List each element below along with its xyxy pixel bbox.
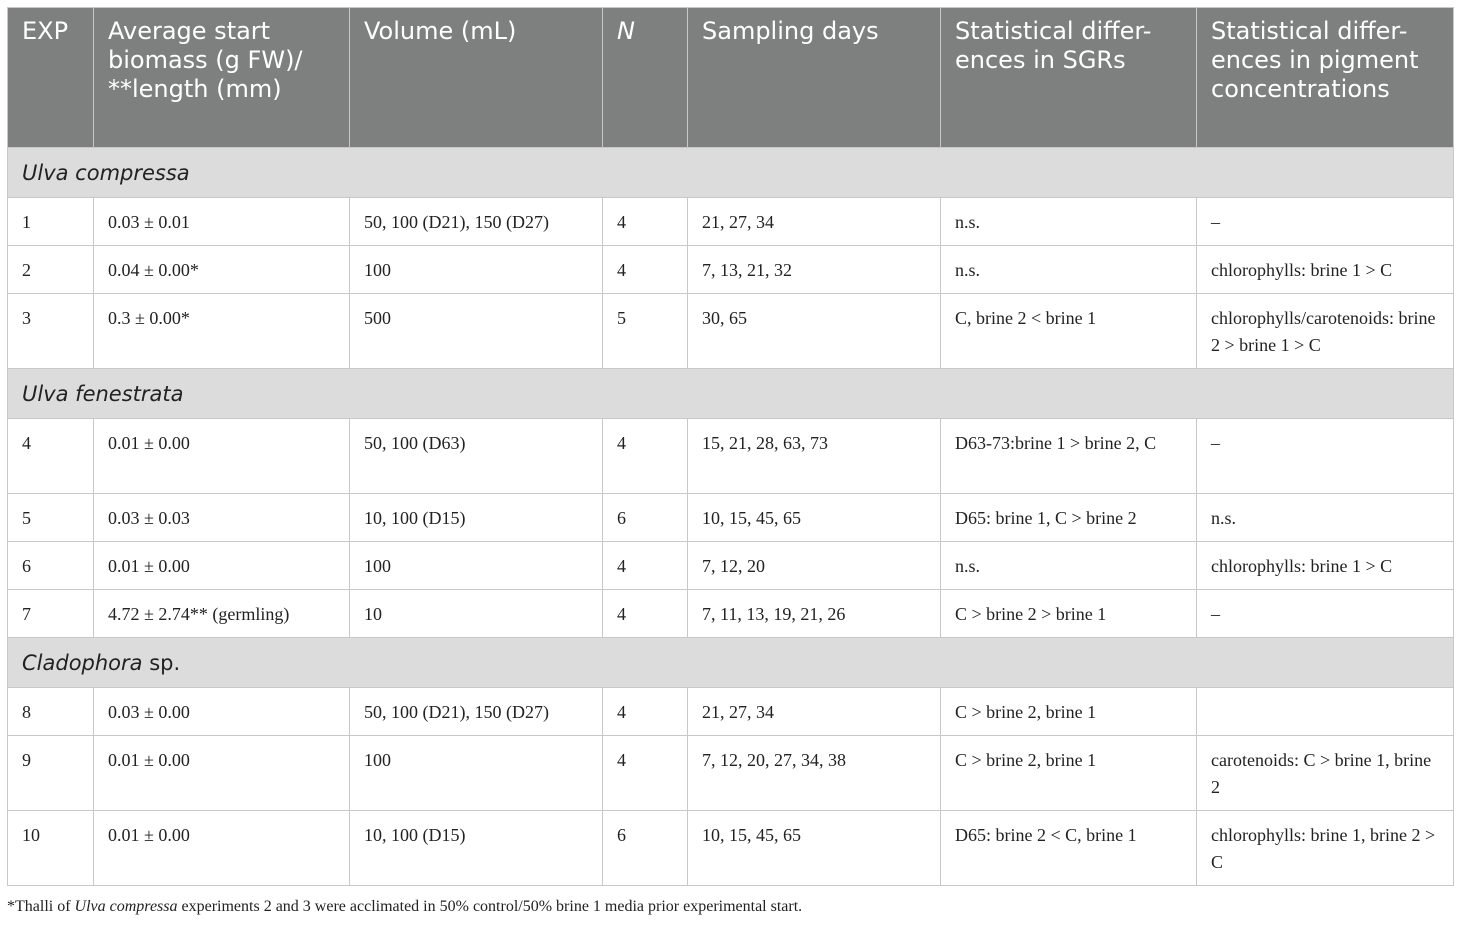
table-cell: 0.03 ± 0.03 — [94, 494, 350, 542]
table-cell: 0.03 ± 0.01 — [94, 198, 350, 246]
table-cell: 9 — [8, 736, 94, 811]
table-cell: 4 — [603, 688, 688, 736]
header-pigment-differences: Statistical differ-ences in pigment concentrations — [1197, 8, 1454, 148]
header-volume: Volume (mL) — [350, 8, 603, 148]
table-cell: C > brine 2, brine 1 — [941, 688, 1197, 736]
table-cell: 100 — [350, 736, 603, 811]
table-cell: n.s. — [941, 198, 1197, 246]
table-cell: 100 — [350, 542, 603, 590]
species-group-row — [8, 148, 1454, 198]
table-cell: chlorophylls: brine 1 > C — [1197, 246, 1454, 294]
table-cell: 6 — [603, 811, 688, 886]
table-cell: 50, 100 (D21), 150 (D27) — [350, 688, 603, 736]
table-cell: D65: brine 2 < C, brine 1 — [941, 811, 1197, 886]
table-row — [8, 419, 1454, 494]
table-cell: 7, 13, 21, 32 — [688, 246, 941, 294]
table-cell: 15, 21, 28, 63, 73 — [688, 419, 941, 494]
table-cell: – — [1197, 590, 1454, 638]
table-cell: 5 — [603, 294, 688, 369]
header-average-start-biomass: Average start biomass (g FW)/ **length (mm) — [94, 8, 350, 148]
table-cell: 3 — [8, 294, 94, 369]
table-cell: n.s. — [941, 542, 1197, 590]
table-cell: 21, 27, 34 — [688, 198, 941, 246]
table-cell: 1 — [8, 198, 94, 246]
header-row — [8, 8, 1454, 148]
header-sampling-days: Sampling days — [688, 8, 941, 148]
table-cell: 6 — [8, 542, 94, 590]
table-cell: 50, 100 (D21), 150 (D27) — [350, 198, 603, 246]
table-cell: – — [1197, 419, 1454, 494]
experiments-table — [7, 7, 1454, 886]
table-row — [8, 494, 1454, 542]
table-cell: 5 — [8, 494, 94, 542]
table-cell: 4.72 ± 2.74** (germling) — [94, 590, 350, 638]
table-cell: 4 — [603, 198, 688, 246]
table-cell: 8 — [8, 688, 94, 736]
header-exp: EXP — [8, 8, 94, 148]
table-cell: 4 — [8, 419, 94, 494]
table-row — [8, 198, 1454, 246]
table-cell: 4 — [603, 736, 688, 811]
table-cell: – — [1197, 198, 1454, 246]
table-cell: 10, 100 (D15) — [350, 811, 603, 886]
table-cell: 0.04 ± 0.00* — [94, 246, 350, 294]
table-cell: chlorophylls: brine 1 > C — [1197, 542, 1454, 590]
header-n: N — [603, 8, 688, 148]
footnote — [7, 898, 802, 916]
table-cell: 0.03 ± 0.00 — [94, 688, 350, 736]
table-cell: 4 — [603, 419, 688, 494]
species-suffix: sp. — [142, 650, 181, 675]
table-cell: C > brine 2, brine 1 — [941, 736, 1197, 811]
footnote-species: Ulva compressa — [74, 898, 178, 915]
table-cell: 30, 65 — [688, 294, 941, 369]
table-cell: 4 — [603, 542, 688, 590]
table-cell: 21, 27, 34 — [688, 688, 941, 736]
table-row — [8, 811, 1454, 886]
table-cell: 10, 15, 45, 65 — [688, 811, 941, 886]
table-cell: 0.01 ± 0.00 — [94, 419, 350, 494]
table-cell: C, brine 2 < brine 1 — [941, 294, 1197, 369]
species-group-label — [8, 369, 1454, 419]
table-cell: 50, 100 (D63) — [350, 419, 603, 494]
table-cell: 7, 11, 13, 19, 21, 26 — [688, 590, 941, 638]
table-row — [8, 246, 1454, 294]
table-cell: n.s. — [1197, 494, 1454, 542]
table-cell: 10 — [350, 590, 603, 638]
species-group-row — [8, 369, 1454, 419]
table-cell: 0.01 ± 0.00 — [94, 736, 350, 811]
table-cell: 7 — [8, 590, 94, 638]
table-cell: 4 — [603, 590, 688, 638]
table-row — [8, 294, 1454, 369]
table-cell: 2 — [8, 246, 94, 294]
table-cell: 10, 15, 45, 65 — [688, 494, 941, 542]
table-cell: carotenoids: C > brine 1, brine 2 — [1197, 736, 1454, 811]
table-cell: 0.01 ± 0.00 — [94, 542, 350, 590]
header-sgr-differences: Statistical differ-ences in SGRs — [941, 8, 1197, 148]
species-group-row — [8, 638, 1454, 688]
species-name: Ulva compressa — [22, 160, 190, 185]
species-name: Ulva fenestrata — [22, 381, 184, 406]
table-row — [8, 590, 1454, 638]
table-cell: D63-73:brine 1 > brine 2, C — [941, 419, 1197, 494]
table-row — [8, 736, 1454, 811]
table-cell: 500 — [350, 294, 603, 369]
species-name: Cladophora — [22, 650, 143, 675]
table-cell: 10, 100 (D15) — [350, 494, 603, 542]
table-cell: 0.3 ± 0.00* — [94, 294, 350, 369]
table-cell: chlorophylls/carotenoids: brine 2 > brine 1 > C — [1197, 294, 1454, 369]
table-row — [8, 542, 1454, 590]
table-cell: chlorophylls: brine 1, brine 2 > C — [1197, 811, 1454, 886]
table-cell: 7, 12, 20 — [688, 542, 941, 590]
footnote-prefix: *Thalli of — [7, 898, 75, 915]
table-cell: 6 — [603, 494, 688, 542]
table-row — [8, 688, 1454, 736]
footnote-suffix: experiments 2 and 3 were acclimated in 50% control/50% brine 1 media prior experimental start. — [177, 898, 803, 915]
table-cell: n.s. — [941, 246, 1197, 294]
table-cell: 0.01 ± 0.00 — [94, 811, 350, 886]
table-cell: D65: brine 1, C > brine 2 — [941, 494, 1197, 542]
table-cell: 7, 12, 20, 27, 34, 38 — [688, 736, 941, 811]
table-cell — [1197, 688, 1454, 736]
table-cell: 100 — [350, 246, 603, 294]
species-group-label — [8, 638, 1454, 688]
table-cell: C > brine 2 > brine 1 — [941, 590, 1197, 638]
table-cell: 10 — [8, 811, 94, 886]
table-cell: 4 — [603, 246, 688, 294]
species-group-label — [8, 148, 1454, 198]
